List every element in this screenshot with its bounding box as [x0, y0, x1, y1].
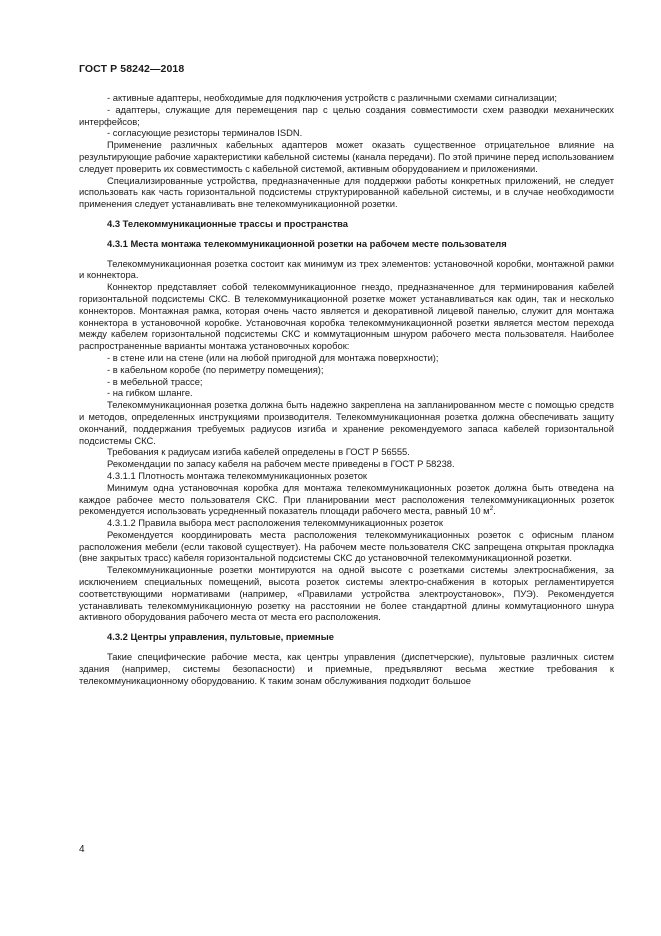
paragraph: Такие специфические рабочие места, как центры управления (диспетчерские), пультовые различных систем здания (например, системы безопасности) и приемные, предъявляют весьма жесткие требования к телекоммуникационному оборудованию. К таким зонам обслуживания подходит большое	[79, 651, 614, 686]
section-heading-4-3: 4.3 Телекоммуникационные трассы и пространства	[107, 217, 349, 229]
paragraph: Телекоммуникационная розетка состоит как минимум из трех элементов: установочной коробки, монтажной рамки и коннектора.	[79, 257, 614, 281]
page-body	[79, 92, 614, 686]
list-item: - в мебельной трассе;	[107, 375, 203, 387]
page-number: 4	[79, 844, 85, 855]
superscript: 2	[489, 505, 494, 513]
paragraph: Телекоммуникационные розетки монтируются на одной высоте с розетками системы электроснабжения, за исключением специальных помещений, высота розеток системы электро-снабжения в которых регламентируется соответствующими нормативами (например, «Правилами устройства электроустановок», ПУЭ). Рекомендуется устанавливать телекоммуникационную розетку на расстоянии не более стандартной длины коммутационного шнура активного оборудования рабочего места от места его расположения.	[79, 564, 614, 623]
paragraph	[79, 482, 614, 517]
paragraph: Рекомендуется координировать места расположения телекоммуникационных розеток с офисным планом расположения мебели (если таковой существует). На рабочем месте пользователя СКС запрещена открытая прокладка (вне закрытых трасс) кабеля горизонтальной подсистемы СКС до установочной телекоммуникационной розетки.	[79, 528, 614, 564]
paragraph: Телекоммуникационная розетка должна быть надежно закреплена на запланированном месте с помощью средств и методов, определенных инструкциями производителя. Телекоммуникационная розетка должна обеспечивать защиту окончаний, поддержания требуемых радиусов изгиба и хранение рекомендуемого запаса кабелей горизонтальной подсистемы СКС.	[79, 399, 614, 446]
list-item: - на гибком шланге.	[107, 387, 193, 399]
paragraph: Рекомендации по запасу кабеля на рабочем месте приведены в ГОСТ Р 58238.	[107, 458, 455, 470]
list-item: - в кабельном коробе (по периметру помещения);	[107, 363, 324, 375]
section-heading-4-3-1-1: 4.3.1.1 Плотность монтажа телекоммуникационных розеток	[107, 469, 368, 481]
paragraph-end: .	[493, 505, 496, 517]
section-heading-4-3-1: 4.3.1 Места монтажа телекоммуникационной розетки на рабочем месте пользователя	[107, 237, 507, 249]
paragraph: Применение различных кабельных адаптеров может оказать существенное отрицательное влияние на результирующие рабочие характеристики кабельной системы (канала передачи). По этой причине перед использованием следует проверить их совместимость с кабельной системой, активным оборудованием и приложениями.	[79, 139, 614, 174]
paragraph: Требования к радиусам изгиба кабелей определены в ГОСТ Р 56555.	[107, 446, 410, 458]
document-header: ГОСТ Р 58242—2018	[79, 63, 185, 75]
paragraph: - согласующие резисторы терминалов ISDN.	[107, 127, 303, 139]
paragraph: Коннектор представляет собой телекоммуникационное гнездо, предназначенное для терминирования кабелей горизонтальной подсистемы СКС. В телекоммуникационной розетке может устанавливаться как один, так и несколько коннекторов. Монтажная рамка, которая очень часто является и декоративной лицевой панелью, служит для монтажа коннектора в установочной коробке. Установочная коробка телекоммуникационной розетки является местом перехода между кабелем горизонтальной подсистемы СКС и коммутационным шнуром рабочего места пользователя. Наиболее распространенные варианты монтажа установочных коробок:	[79, 281, 614, 352]
paragraph: Специализированные устройства, предназначенные для поддержки работы конкретных приложений, не следует использовать как часть горизонтальной подсистемы структурированной кабельной системы, и в случае необходимости применения следует устанавливать вне телекоммуникационной розетки.	[79, 174, 614, 210]
paragraph: - адаптеры, служащие для перемещения пар с целью создания совместимости схем разводки механических интерфейсов;	[79, 103, 614, 127]
list-item: - в стене или на стене (или на любой пригодной для монтажа поверхности);	[107, 351, 439, 363]
section-heading-4-3-1-2: 4.3.1.2 Правила выбора мест расположения телекоммуникационных розеток	[107, 517, 443, 529]
section-heading-4-3-2: 4.3.2 Центры управления, пультовые, приемные	[107, 631, 334, 643]
paragraph: - активные адаптеры, необходимые для подключения устройств с различными схемами сигнализации;	[107, 92, 557, 103]
paragraph-text: Минимум одна установочная коробка для монтажа телекоммуникационных розеток должна быть отведена на каждое рабочее место пользователя СКС. При планировании мест расположения телекоммуникационных розеток рекомендуется использовать усредненный показатель площади рабочего места, равный 10 м	[79, 481, 614, 517]
